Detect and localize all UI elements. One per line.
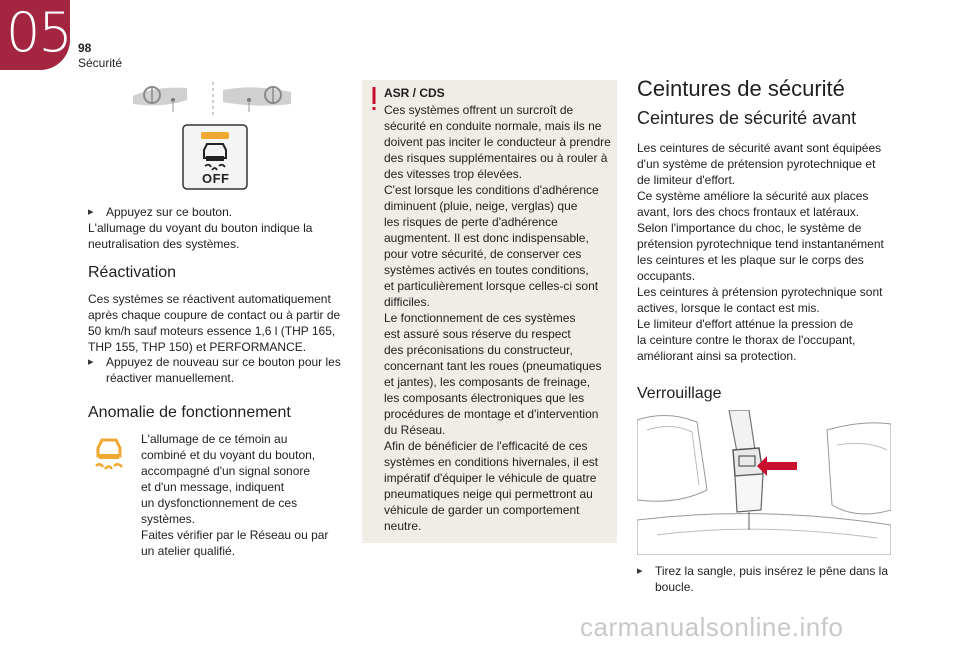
- page-title: Ceintures de sécurité: [637, 76, 845, 101]
- reactivation-text: Ces systèmes se réactivent automatiquement après chaque coupure de contact ou à partir de 50 km/h sauf moteurs essence 1,6 l (THP 165, THP 155, THP 150) et PERFORMANCE.: [88, 292, 341, 354]
- seatbelt-buckle-illustration: [637, 410, 891, 555]
- anomaly-text: L'allumage de ce témoin au combiné et du voyant du bouton, accompagné d'un signal sonore et d'un message, indiquent un dysfonctionnement de ces systèmes. Faites vérifier par le Réseau ou par un atelier qualifié.: [141, 432, 329, 558]
- locking-heading: Verrouillage: [637, 385, 722, 402]
- front-belts-heading: Ceintures de sécurité avant: [637, 108, 857, 128]
- section-label: Sécurité: [78, 56, 123, 70]
- front-belts-text: Les ceintures de sécurité avant sont équipées d'un système de prétension pyrotechnique et de limiteur d'effort. Ce système améliore la sécurité aux places avant, lors des chocs frontaux et latéraux. Selon l'importance du choc, le système de prétension pyrotechnique tend instantanément les ceintures et les plaque sur le corps des occupants. Les ceintures à prétension pyrotechnique sont actives, lorsque le contact est mis. Le limiteur d'effort atténue la pression de la ceinture contre le thorax de l'occupant, améliorant ainsi sa protection.: [637, 141, 884, 363]
- bullet-icon: ▸: [637, 565, 643, 577]
- page-number: 98: [78, 41, 92, 55]
- skid-warning-icon: [90, 434, 128, 472]
- intro-bullet: ▸ Appuyez sur ce bouton.: [88, 205, 233, 219]
- anomaly-heading: Anomalie de fonctionnement: [88, 404, 291, 421]
- intro-block: [88, 204, 358, 252]
- off-label: OFF: [202, 171, 230, 186]
- warning-text: Ces systèmes offrent un surcroît de sécurité en conduite normale, mais ils ne doivent pas inciter le conducteur à prendre des risques supplémentaires ou à rouler à des vitesses trop élevées. C'est lorsque les conditions d'adhérence diminuent (pluie, neige, verglas) que les risques de perte d'adhérence augmentent. Il est donc indispensable, pour votre sécurité, de conserver ces systèmes activés en toutes conditions, et particulièrement lorsque celles-ci sont difficiles. Le fonctionnement de ces systèmes est assuré sous réserve du respect des préconisations du constructeur, concernant tant les roues (pneumatiques et jantes), les composants de freinage, les composants électroniques que les procédures de montage et d'intervention du Réseau. Afin de bénéficier de l'efficacité de ces systèmes en conditions hivernales, il est impératif d'équiper le véhicule de quatre pneumatiques neige qui permettront au véhicule de garder un comportement neutre.: [384, 103, 611, 533]
- bullet-icon: ▸: [88, 356, 94, 368]
- watermark: carmanualsonline.info: [580, 612, 844, 642]
- warning-box: [362, 80, 617, 543]
- chapter-number: 05: [6, 1, 71, 64]
- intro-text: L'allumage du voyant du bouton indique la neutralisation des systèmes.: [88, 221, 313, 251]
- reactivation-heading: Réactivation: [88, 264, 177, 281]
- reactivation-bullet: ▸ Appuyez de nouveau sur ce bouton pour les réactiver manuellement.: [88, 355, 341, 385]
- chapter-tab: [0, 0, 70, 70]
- locking-bullet: ▸ Tirez la sangle, puis insérez le pêne dans la boucle.: [637, 564, 889, 594]
- exclamation-icon: [370, 87, 378, 111]
- bullet-icon: ▸: [88, 206, 94, 218]
- esp-off-button-illustration: [125, 78, 315, 193]
- warning-title: ASR / CDS: [384, 86, 445, 100]
